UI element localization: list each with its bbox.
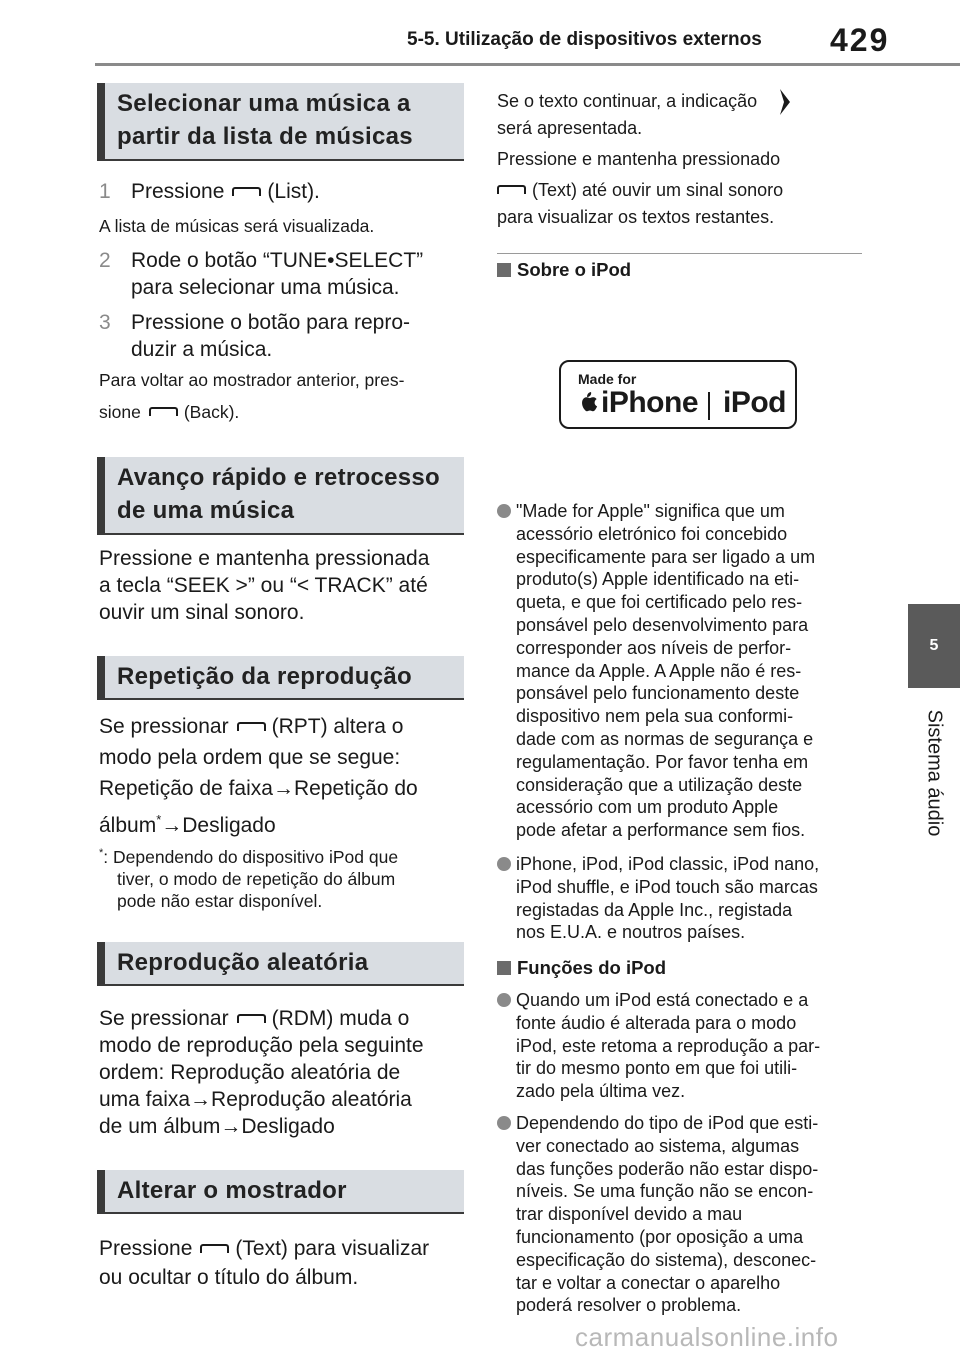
paragraph-line: ponsável pelo funcionamento deste xyxy=(516,683,800,704)
section-heading-random: Reprodução aleatória xyxy=(97,942,464,986)
bullet-icon xyxy=(497,993,511,1007)
paragraph-line: acessório eletrónico foi concebido xyxy=(516,523,788,544)
step-3: 3 Pressione o botão para repro- duzir a música. xyxy=(99,311,410,361)
step-2: 2 Rode o botão “TUNE•SELECT” para selecionar uma música. xyxy=(99,249,424,299)
paragraph-line: especificação do sistema), desconec- xyxy=(516,1249,817,1270)
subheading-ipod-functions: Funções do iPod xyxy=(497,957,666,979)
paragraph-line: zado pela última vez. xyxy=(516,1081,686,1102)
section-heading-repeat: Repetição da reprodução xyxy=(97,656,464,700)
paragraph-line: iPhone, iPod, iPod classic, iPod nano, xyxy=(516,854,820,874)
paragraph-line: registadas da Apple Inc., registada xyxy=(516,899,793,920)
paragraph-line: regulamentação. Por favor tenha em xyxy=(516,751,809,772)
paragraph-line: Dependendo do tipo de iPod que esti- xyxy=(516,1113,819,1133)
paragraph-line: tar e voltar a conectar o aparelho xyxy=(516,1272,781,1293)
paragraph-line: trar disponível devido a mau xyxy=(516,1204,743,1225)
text-button-icon-2 xyxy=(497,185,526,194)
bullet-icon xyxy=(497,504,511,518)
paragraph-line: especificamente para ser ligado a um xyxy=(516,546,816,567)
rdm-button-icon xyxy=(237,1014,266,1023)
section-heading-display: Alterar o mostrador xyxy=(97,1170,464,1214)
paragraph-line: dispositivo nem pela sua conformi- xyxy=(516,706,794,727)
made-for-apple-paragraph xyxy=(516,500,815,842)
paragraph-line: ponsável pelo desenvolvimento para xyxy=(516,614,809,635)
paragraph-line: níveis. Se uma função não se encon- xyxy=(516,1181,814,1202)
paragraph-line: produto(s) Apple identificado na eti- xyxy=(516,569,800,590)
rpt-button-icon xyxy=(237,722,266,731)
paragraph-line: iPod shuffle, e iPod touch são marcas xyxy=(516,876,818,897)
list-button-icon xyxy=(232,187,261,196)
paragraph-line: dade com as normas de segurança e xyxy=(516,728,814,749)
paragraph-line: nos E.U.A. e noutros países. xyxy=(516,922,746,943)
paragraph-line: tir do mesmo ponto em que foi utili- xyxy=(516,1058,798,1079)
badge-separator xyxy=(708,392,710,420)
section-heading-fast-forward: Avanço rápido e retrocesso de uma música xyxy=(97,457,464,535)
paragraph-line: das funções poderão não estar dispo- xyxy=(516,1158,819,1179)
continue-arrow-icon xyxy=(776,89,794,115)
ipod-resume-paragraph xyxy=(516,989,820,1103)
chapter-number: 5 xyxy=(929,637,939,654)
display-text: Pressione (Text) para visualizar ou ocultar o título do álbum. xyxy=(99,1237,430,1289)
repeat-text: Se pressionar (RPT) altera o modo pela ordem que se segue: Repetição de faixa→Repetição do álbum*→Desligado xyxy=(99,715,418,837)
header-rule xyxy=(95,63,960,66)
back-note: Para voltar ao mostrador anterior, pres- sione (Back). xyxy=(99,370,405,422)
section-header-title: 5-5. Utilização de dispositivos externos xyxy=(407,29,762,50)
ipod-compat-paragraph xyxy=(516,1112,818,1317)
subheading-about-ipod: Sobre o iPod xyxy=(497,259,631,281)
chapter-tab xyxy=(908,604,960,688)
paragraph-line: corresponder aos níveis de perfor- xyxy=(516,637,792,658)
chapter-label: Sistema áudio xyxy=(923,709,946,836)
badge-made-for: Made for xyxy=(578,371,637,387)
fast-forward-text: Pressione e mantenha pressionada a tecla “SEEK >” ou “< TRACK” até ouvir um sinal sonoro. xyxy=(99,547,430,624)
paragraph-line: iPod, este retoma a reprodução a par- xyxy=(516,1035,821,1056)
paragraph-line: Quando um iPod está conectado e a xyxy=(516,990,809,1010)
random-text: Se pressionar (RDM) muda o modo de reprodução pela seguinte ordem: Reprodução aleatória de uma faixa→Reprodução aleatória de um álbum→Desligado xyxy=(99,1007,424,1138)
bullet-icon xyxy=(497,1116,511,1130)
watermark: carmanualsonline.info xyxy=(575,1322,839,1352)
paragraph-line: ver conectado ao sistema, algumas xyxy=(516,1135,800,1156)
square-bullet-icon xyxy=(497,961,511,975)
divider xyxy=(497,253,862,254)
repeat-footnote: *: Dependendo do dispositivo iPod que tiver, o modo de repetição do álbum pode não estar disponível. xyxy=(99,846,399,911)
step-1: 1 Pressione (List). xyxy=(99,180,320,203)
page-number: 429 xyxy=(830,22,890,58)
back-button-icon xyxy=(149,407,178,416)
trademark-paragraph xyxy=(516,853,819,944)
square-bullet-icon xyxy=(497,263,511,277)
text-button-icon xyxy=(200,1244,229,1253)
text-continue-block: Se o texto continuar, a indicação será apresentada. Pressione e mantenha pressionado (Text) até ouvir um sinal sonoro para visualizar os textos restantes. xyxy=(497,88,794,231)
paragraph-line: acessório com um produto Apple xyxy=(516,797,779,818)
apple-logo-icon xyxy=(578,390,598,414)
paragraph-line: queta, e que foi certificado pelo res- xyxy=(516,592,803,613)
paragraph-line: poderá resolver o problema. xyxy=(516,1295,742,1316)
paragraph-line: funcionamento (por oposição a uma xyxy=(516,1226,804,1247)
paragraph-line: mance da Apple. A Apple não é res- xyxy=(516,660,802,681)
badge-ipod: iPod xyxy=(723,386,786,419)
step-1-note: A lista de músicas será visualizada. xyxy=(99,216,375,236)
paragraph-line: fonte áudio é alterada para o modo xyxy=(516,1012,797,1033)
paragraph-line: pode afetar a performance sem fios. xyxy=(516,820,806,841)
section-heading-select-song: Selecionar uma música a partir da lista de músicas xyxy=(97,83,464,161)
badge-iphone: iPhone xyxy=(578,386,698,420)
bullet-icon xyxy=(497,857,511,871)
paragraph-line: "Made for Apple" significa que um xyxy=(516,501,785,521)
paragraph-line: consideração que a utilização deste xyxy=(516,774,803,795)
